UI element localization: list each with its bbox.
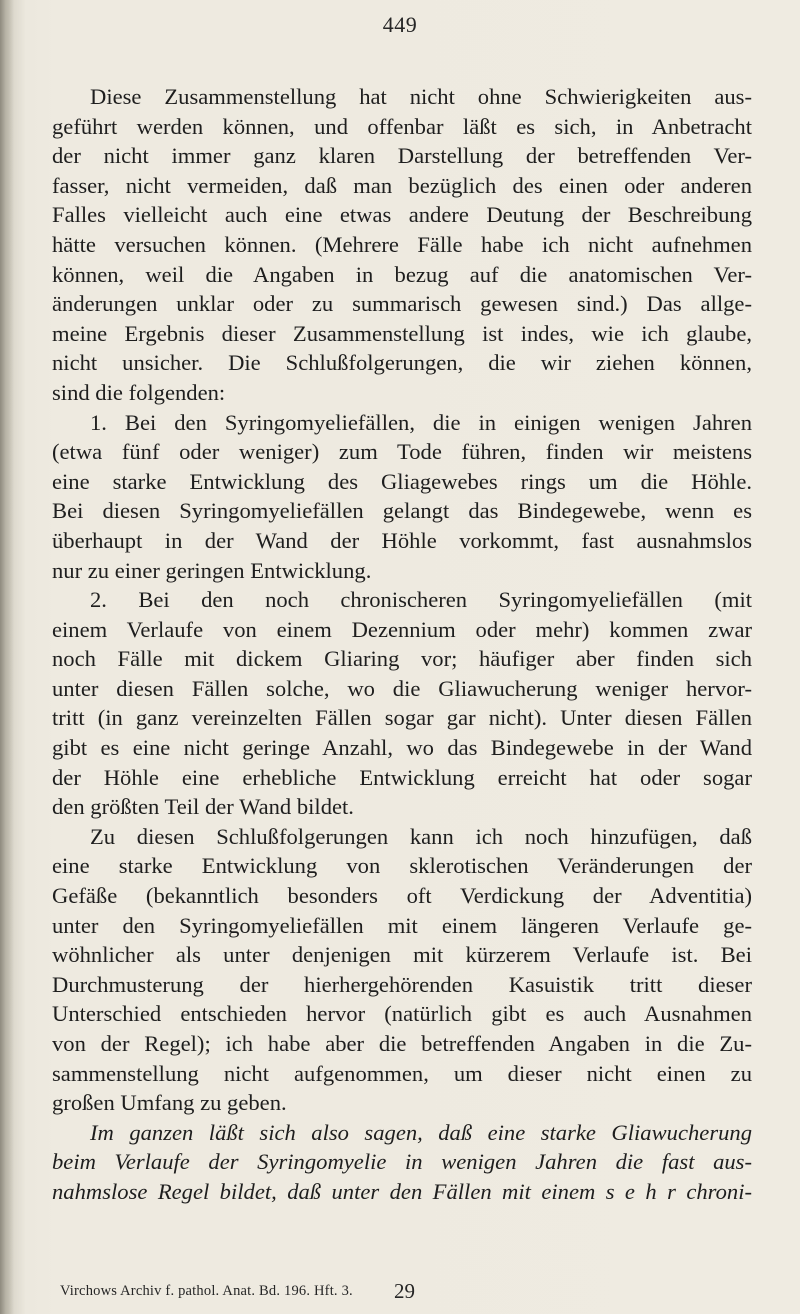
text-line: überhaupt in der Wand der Höhle vorkommt, fast ausnahmslos	[52, 527, 752, 553]
text-line: unter den Syringomyeliefällen mit einem längeren Verlaufe ge-	[52, 912, 752, 938]
text-line: Bei diesen Syringomyeliefällen gelangt das Bindegewebe, wenn es	[52, 498, 752, 524]
signature-mark: 29	[394, 1279, 415, 1303]
text-line: wöhnlicher als unter denjenigen mit kürzerem Verlaufe ist. Bei	[52, 942, 752, 968]
text-line: Unterschied entschieden hervor (natürlich gibt es auch Ausnahmen	[52, 1001, 752, 1027]
page-footer	[52, 1279, 752, 1307]
text-line: Durchmusterung der hierhergehörenden Kasuistik tritt dieser	[52, 971, 752, 997]
body-text	[52, 82, 752, 1207]
journal-reference: Virchows Archiv f. pathol. Anat. Bd. 196. Hft. 3.	[60, 1283, 353, 1299]
text-line: änderungen unklar oder zu summarisch gewesen sind.) Das allge-	[52, 291, 752, 317]
text-line: Zu diesen Schlußfolgerungen kann ich noch hinzufügen, daß	[90, 823, 752, 849]
text-line: sammenstellung nicht aufgenommen, um dieser nicht einen zu	[52, 1060, 752, 1086]
text-line: geführt werden können, und offenbar läßt es sich, in Anbetracht	[52, 113, 752, 139]
binding-gutter-shadow	[0, 0, 14, 1314]
text-line: meine Ergebnis dieser Zusammenstellung ist indes, wie ich glaube,	[52, 320, 752, 346]
text-line: Diese Zusammenstellung hat nicht ohne Schwierigkeiten aus-	[90, 84, 752, 109]
text-line: hätte versuchen können. (Mehrere Fälle habe ich nicht aufnehmen	[52, 231, 752, 257]
text-line: Im ganzen läßt sich also sagen, daß eine starke Gliawucherung	[90, 1119, 752, 1145]
text-line: unter diesen Fällen solche, wo die Gliawucherung weniger hervor-	[52, 675, 752, 701]
text-line: 1. Bei den Syringomyeliefällen, die in einigen wenigen Jahren	[90, 409, 752, 435]
text-line: Falles vielleicht auch eine etwas andere Deutung der Beschreibung	[52, 202, 752, 228]
text-line: können, weil die Angaben in bezug auf die anatomischen Ver-	[52, 261, 752, 287]
text-line: einem Verlaufe von einem Dezennium oder mehr) kommen zwar	[52, 616, 752, 642]
text-line: den größten Teil der Wand bildet.	[52, 794, 354, 820]
page-number: 449	[382, 12, 418, 37]
text-line: von der Regel); ich habe aber die betreffenden Angaben in die Zu-	[52, 1031, 752, 1056]
text-line: der nicht immer ganz klaren Darstellung der betreffenden Ver-	[52, 143, 752, 169]
text-line: (etwa fünf oder weniger) zum Tode führen, finden wir meistens	[52, 439, 752, 465]
text-line: beim Verlaufe der Syringomyelie in wenigen Jahren die fast aus-	[52, 1149, 752, 1175]
text-line: nahmslose Regel bildet, daß unter den Fällen mit einem s e h r chroni-	[52, 1178, 752, 1204]
text-line: fasser, nicht vermeiden, daß man bezüglich des einen oder anderen	[52, 172, 752, 198]
text-line: großen Umfang zu geben.	[52, 1090, 287, 1116]
text-line: gibt es eine nicht geringe Anzahl, wo das Bindegewebe in der Wand	[52, 735, 752, 761]
text-line: Gefäße (bekanntlich besonders oft Verdickung der Adventitia)	[52, 883, 752, 909]
text-line: 2. Bei den noch chronischeren Syringomyeliefällen (mit	[90, 587, 752, 613]
text-line: eine starke Entwicklung von sklerotischen Veränderungen der	[52, 853, 752, 879]
text-line: eine starke Entwicklung des Gliagewebes rings um die Höhle.	[52, 468, 752, 494]
text-line: nur zu einer geringen Entwicklung.	[52, 557, 372, 583]
text-line: tritt (in ganz vereinzelten Fällen sogar gar nicht). Unter diesen Fällen	[52, 705, 752, 731]
text-line: der Höhle eine erhebliche Entwicklung erreicht hat oder sogar	[52, 764, 752, 790]
text-line: noch Fälle mit dickem Gliaring vor; häufiger aber finden sich	[52, 646, 752, 672]
text-line: sind die folgenden:	[52, 379, 226, 405]
text-line: nicht unsicher. Die Schlußfolgerungen, die wir ziehen können,	[52, 350, 752, 376]
